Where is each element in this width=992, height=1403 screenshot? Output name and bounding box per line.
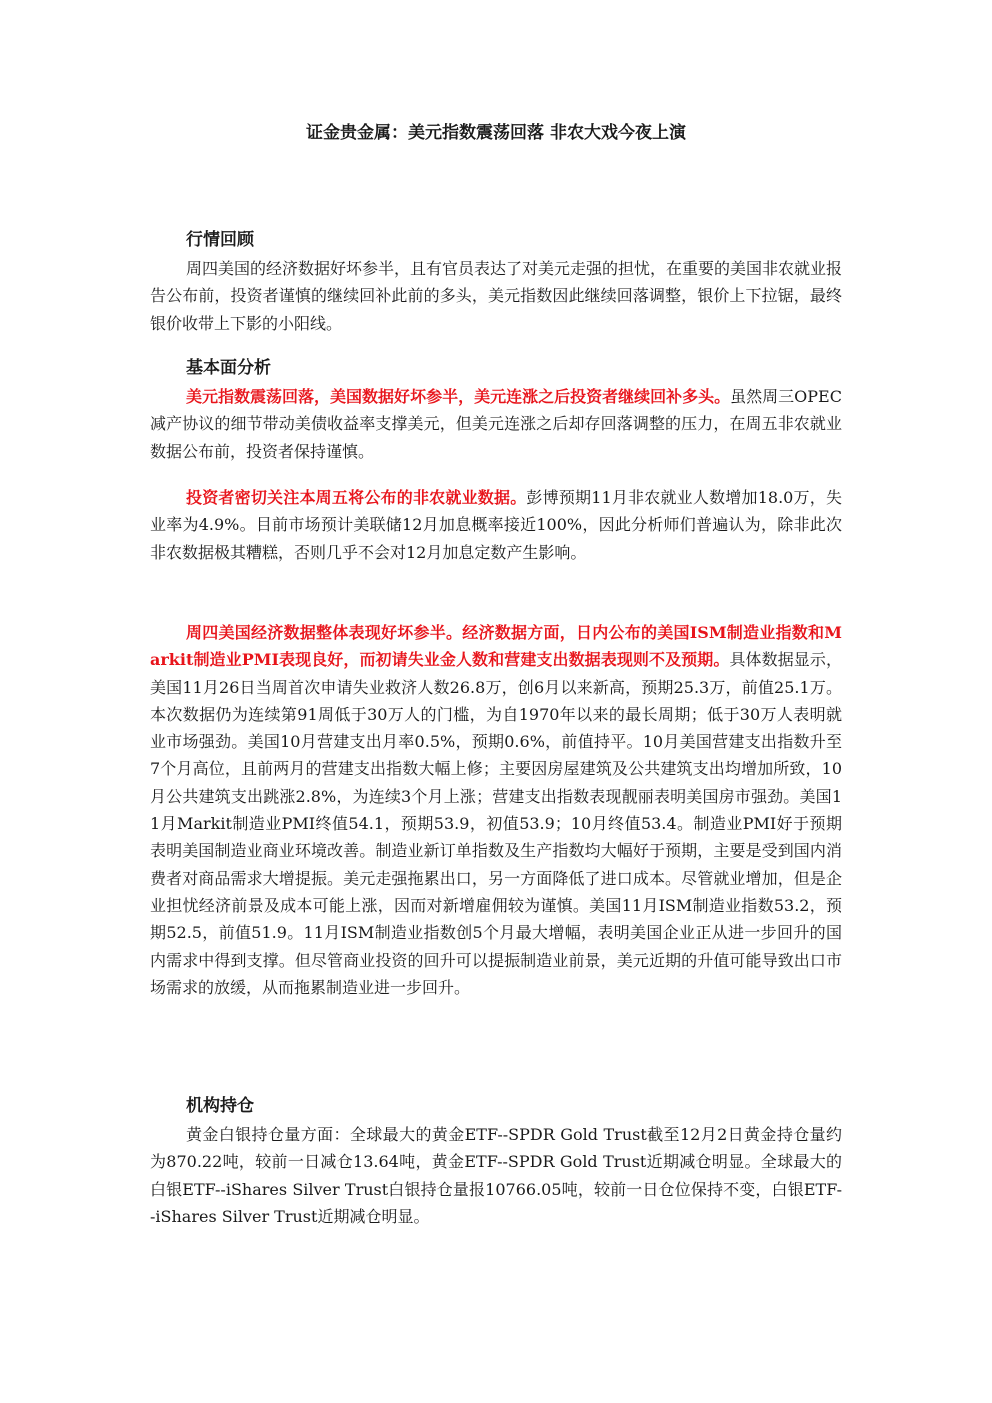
section-fundamental-p3: [150, 619, 842, 1001]
paragraph-positions: 黄金白银持仓量方面：全球最大的黄金ETF--SPDR Gold Trust截至12月2日黄金持仓量约为870.22吨，较前一日减仓13.64吨，黄金ETF--SPDR Gold Trust近期减仓明显。全球最大的白银ETF--iShares Silver Trust白银持仓量报10766.05吨，较前一日仓位保持不变，白银ETF--iShares Silver Trust近期减仓明显。: [150, 1125, 842, 1226]
body-text: 虽然周三OPEC减产协议的细节带动美债收益率支撑美元，但美元连涨之后却存回落调整的压力，在周五非农就业数据公布前，投资者保持谨慎。: [150, 387, 842, 461]
paragraph-review: 周四美国的经济数据好坏参半，且有官员表达了对美元走强的担忧，在重要的美国非农就业报告公布前，投资者谨慎的继续回补此前的多头，美元指数因此继续回落调整，银价上下拉锯，最终银价收带上下影的小阳线。: [150, 259, 843, 333]
body-text: 具体数据显示，美国11月26日当周首次申请失业救济人数26.8万，创6月以来新高，预期25.3万，前值25.1万。本次数据仍为连续第91周低于30万人的门槛，为自1970年以来的最长周期；低于30万人表明就业市场强劲。美国10月营建支出月率0.5%，预期0.6%，前值持平。10月美国营建支出指数升至7个月高位，且前两月的营建支出指数大幅上修；主要因房屋建筑及公共建筑支出均增加所致，10月公共建筑支出跳涨2.8%，为连续3个月上涨；营建支出指数表现靓丽表明美国房市强劲。美国11月Markit制造业PMI终值54.1，预期53.9，初值53.9；10月终值53.4。制造业PMI好于预期表明美国制造业商业环境改善。制造业新订单指数及生产指数均大幅好于预期，主要是受到国内消费者对商品需求大增提振。美元走强拖累出口，另一方面降低了进口成本。尽管就业增加，但是企业担忧经济前景及成本可能上涨，因而对新增雇佣较为谨慎。美国11月ISM制造业指数53.2，预期52.5，前值51.9。11月ISM制造业指数创5个月最大增幅，表明美国企业正从进一步回升的国内需求中得到支撑。但尽管商业投资的回升可以提振制造业前景，美元近期的升值可能导致出口市场需求的放缓，从而拖累制造业进一步回升。: [150, 650, 842, 997]
highlight-text: 周四美国经济数据整体表现好坏参半。经济数据方面，日内公布的美国ISM制造业指数和Markit制造业PMI表现良好，而初请失业金人数和营建支出数据表现则不及预期。: [150, 623, 842, 670]
paragraph-fundamental-1: [150, 383, 842, 465]
body-text: 彭博预期11月非农就业人数增加18.0万，失业率为4.9%。目前市场预计美联储12月加息概率接近100%，因此分析师们普遍认为，除非此次非农数据极其糟糕，否则几乎不会对12月加息定数产生影响。: [150, 488, 842, 562]
section-fundamental-p2: [150, 484, 842, 566]
section-heading-review: 行情回顾: [186, 230, 254, 250]
document-title: 证金贵金属：美元指数震荡回落 非农大戏今夜上演: [306, 123, 686, 143]
section-heading-positions: 机构持仓: [186, 1096, 254, 1116]
highlight-text: 美元指数震荡回落，美国数据好坏参半，美元连涨之后投资者继续回补多头。: [186, 387, 731, 406]
paragraph-fundamental-3: [150, 619, 842, 1001]
highlight-text: 投资者密切关注本周五将公布的非农就业数据。: [186, 488, 527, 507]
section-positions: [150, 1092, 842, 1230]
section-fundamental: [150, 354, 842, 465]
section-market-review: [150, 226, 842, 337]
paragraph-fundamental-2: [150, 484, 842, 566]
section-heading-fundamental: 基本面分析: [186, 358, 271, 378]
